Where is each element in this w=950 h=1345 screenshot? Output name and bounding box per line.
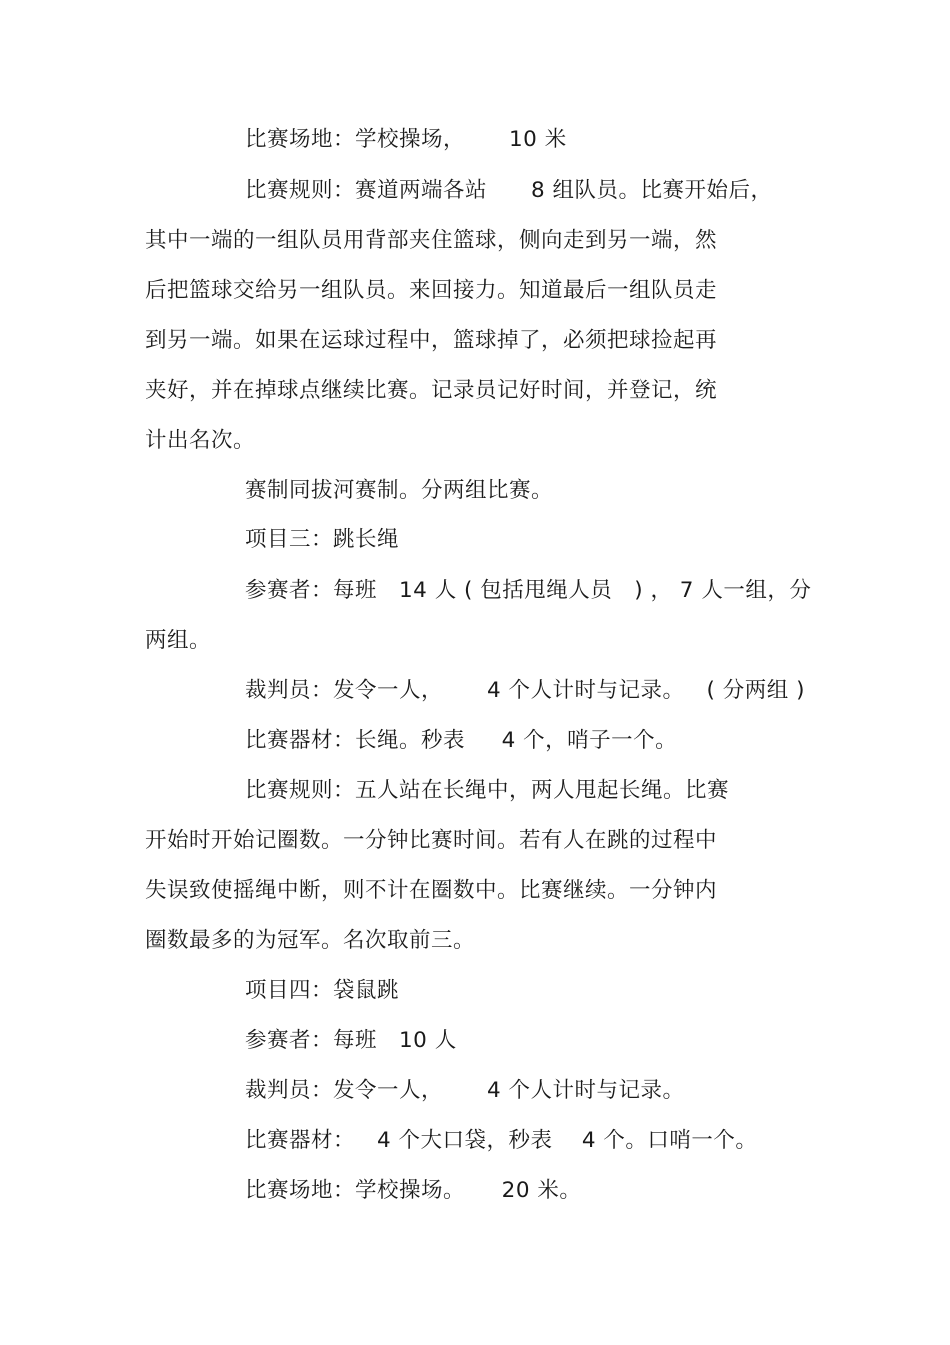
section-heading: 项目三：跳长绳: [245, 527, 400, 552]
paragraph-line: 圈数最多的为冠军。名次取前三。: [145, 928, 476, 953]
paragraph-line: 后把篮球交给另一组队员。来回接力。知道最后一组队员走: [145, 278, 718, 303]
paragraph-line: 到另一端。如果在运球过程中，篮球掉了，必须把球捡起再: [145, 328, 718, 353]
paragraph-line: 参赛者：每班 10 人: [245, 1028, 457, 1053]
paragraph-line: 参赛者：每班 14 人 ( 包括甩绳人员 ) ， 7 人一组，分: [245, 578, 812, 603]
paragraph-line: 裁判员：发令一人， 4 个人计时与记录。 ( 分两组 ): [245, 678, 805, 703]
paragraph-line: 失误致使摇绳中断，则不计在圈数中。比赛继续。一分钟内: [145, 878, 718, 903]
paragraph-line: 比赛器材： 4 个大口袋，秒表 4 个。口哨一个。: [245, 1128, 758, 1153]
paragraph-line: 比赛场地：学校操场。 20 米。: [245, 1178, 582, 1203]
paragraph-line: 裁判员：发令一人， 4 个人计时与记录。: [245, 1078, 685, 1103]
paragraph-line: 开始时开始记圈数。一分钟比赛时间。若有人在跳的过程中: [145, 828, 718, 853]
paragraph-line: 比赛规则：五人站在长绳中，两人甩起长绳。比赛: [245, 778, 730, 803]
paragraph-line: 计出名次。: [145, 428, 256, 453]
paragraph-line: 其中一端的一组队员用背部夹住篮球，侧向走到另一端，然: [145, 228, 718, 253]
paragraph-line: 比赛规则：赛道两端各站 8 组队员。比赛开始后，: [245, 178, 773, 203]
section-heading: 项目四：袋鼠跳: [245, 978, 400, 1003]
paragraph-line: 赛制同拔河赛制。分两组比赛。: [245, 478, 554, 503]
paragraph-line: 两组。: [145, 628, 212, 653]
paragraph-line: 比赛器材：长绳。秒表 4 个，哨子一个。: [245, 728, 678, 753]
paragraph-line: 夹好，并在掉球点继续比赛。记录员记好时间，并登记，统: [145, 378, 718, 403]
paragraph-line: 比赛场地：学校操场， 10 米: [245, 127, 567, 152]
